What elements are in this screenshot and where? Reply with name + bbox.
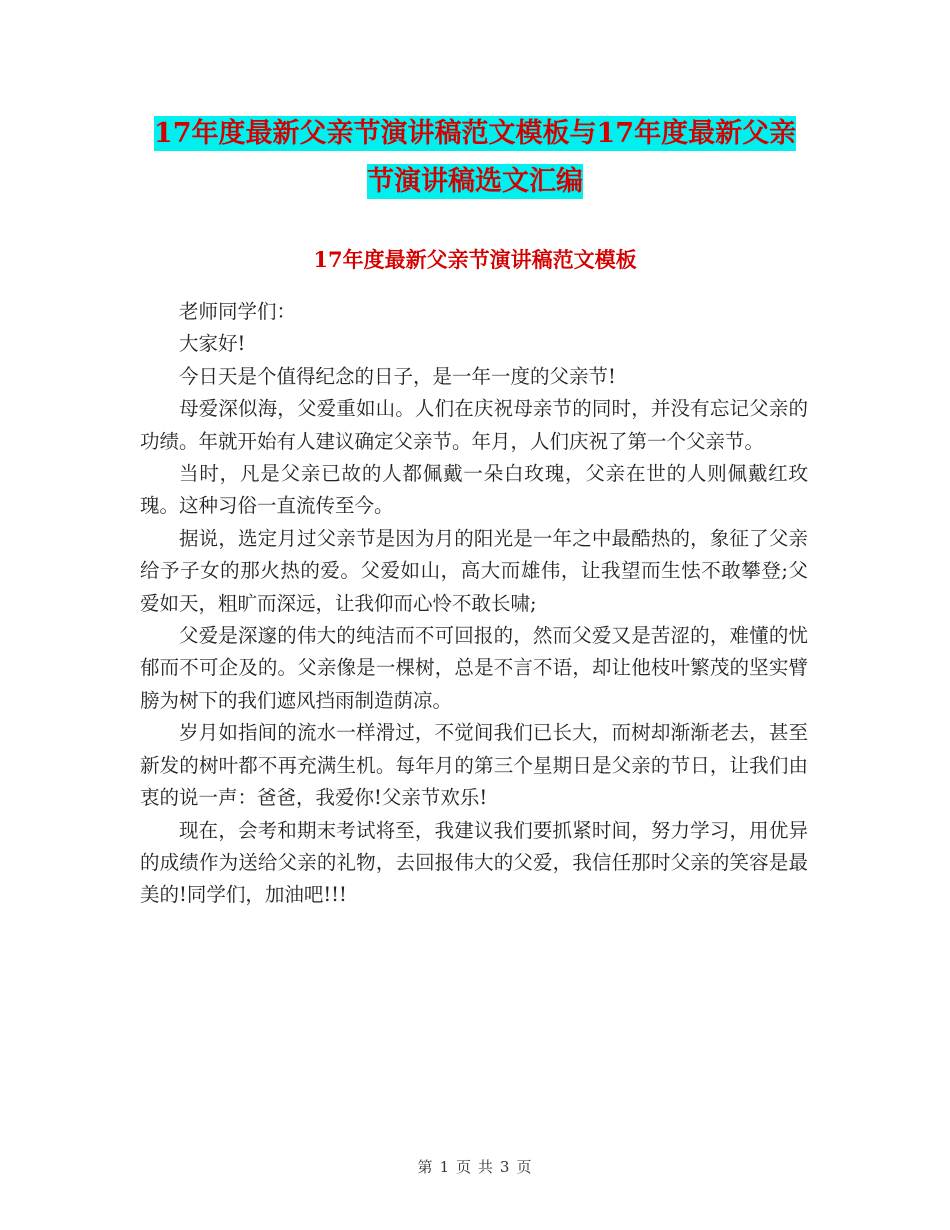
document-title xyxy=(140,110,810,206)
page-footer xyxy=(0,1156,950,1177)
footer-suffix: 页 xyxy=(516,1158,533,1176)
title-line-2: 节演讲稿选文汇编 xyxy=(367,166,583,197)
speech-body xyxy=(140,296,808,912)
footer-middle: 页 共 xyxy=(456,1158,494,1176)
paragraph: 据说，选定月过父亲节是因为月的阳光是一年之中最酷热的，象征了父亲给予子女的那火热的爱。父爱如山，高大而雄伟，让我望而生怯不敢攀登;父爱如天，粗旷而深远，让我仰而心怜不敢长啸; xyxy=(140,526,808,615)
footer-total-pages: 3 xyxy=(499,1158,511,1176)
title-line-1: 17年度最新父亲节演讲稿范文模板与17年度最新父亲 xyxy=(153,118,797,149)
footer-current-page: 1 xyxy=(439,1158,451,1176)
paragraph: 大家好! xyxy=(179,332,246,356)
paragraph: 老师同学们： xyxy=(179,300,297,323)
paragraph: 现在，会考和期末考试将至，我建议我们要抓紧时间，努力学习，用优异的成绩作为送给父亲的礼物，去回报伟大的父爱，我信任那时父亲的笑容是最美的!同学们，加油吧!!! xyxy=(140,818,808,907)
section-title: 17年度最新父亲节演讲稿范文模板 xyxy=(313,247,637,272)
paragraph: 当时，凡是父亲已故的人都佩戴一朵白玫瑰，父亲在世的人则佩戴红玫瑰。这种习俗一直流传至今。 xyxy=(140,462,808,518)
paragraph: 父爱是深邃的伟大的纯洁而不可回报的，然而父爱又是苦涩的，难懂的忧郁而不可企及的。父亲像是一棵树，总是不言不语，却让他枝叶繁茂的坚实臂膀为树下的我们遮风挡雨制造荫凉。 xyxy=(140,624,808,712)
footer-prefix: 第 xyxy=(417,1158,434,1176)
paragraph: 岁月如指间的流水一样滑过，不觉间我们已长大，而树却渐渐老去，甚至新发的树叶都不再充满生机。每年月的第三个星期日是父亲的节日，让我们由衷的说一声：爸爸，我爱你!父亲节欢乐! xyxy=(140,721,808,810)
paragraph: 母爱深似海，父爱重如山。人们在庆祝母亲节的同时，并没有忘记父亲的功绩。年就开始有人建议确定父亲节。年月，人们庆祝了第一个父亲节。 xyxy=(140,397,808,453)
paragraph: 今日天是个值得纪念的日子，是一年一度的父亲节! xyxy=(179,364,616,388)
